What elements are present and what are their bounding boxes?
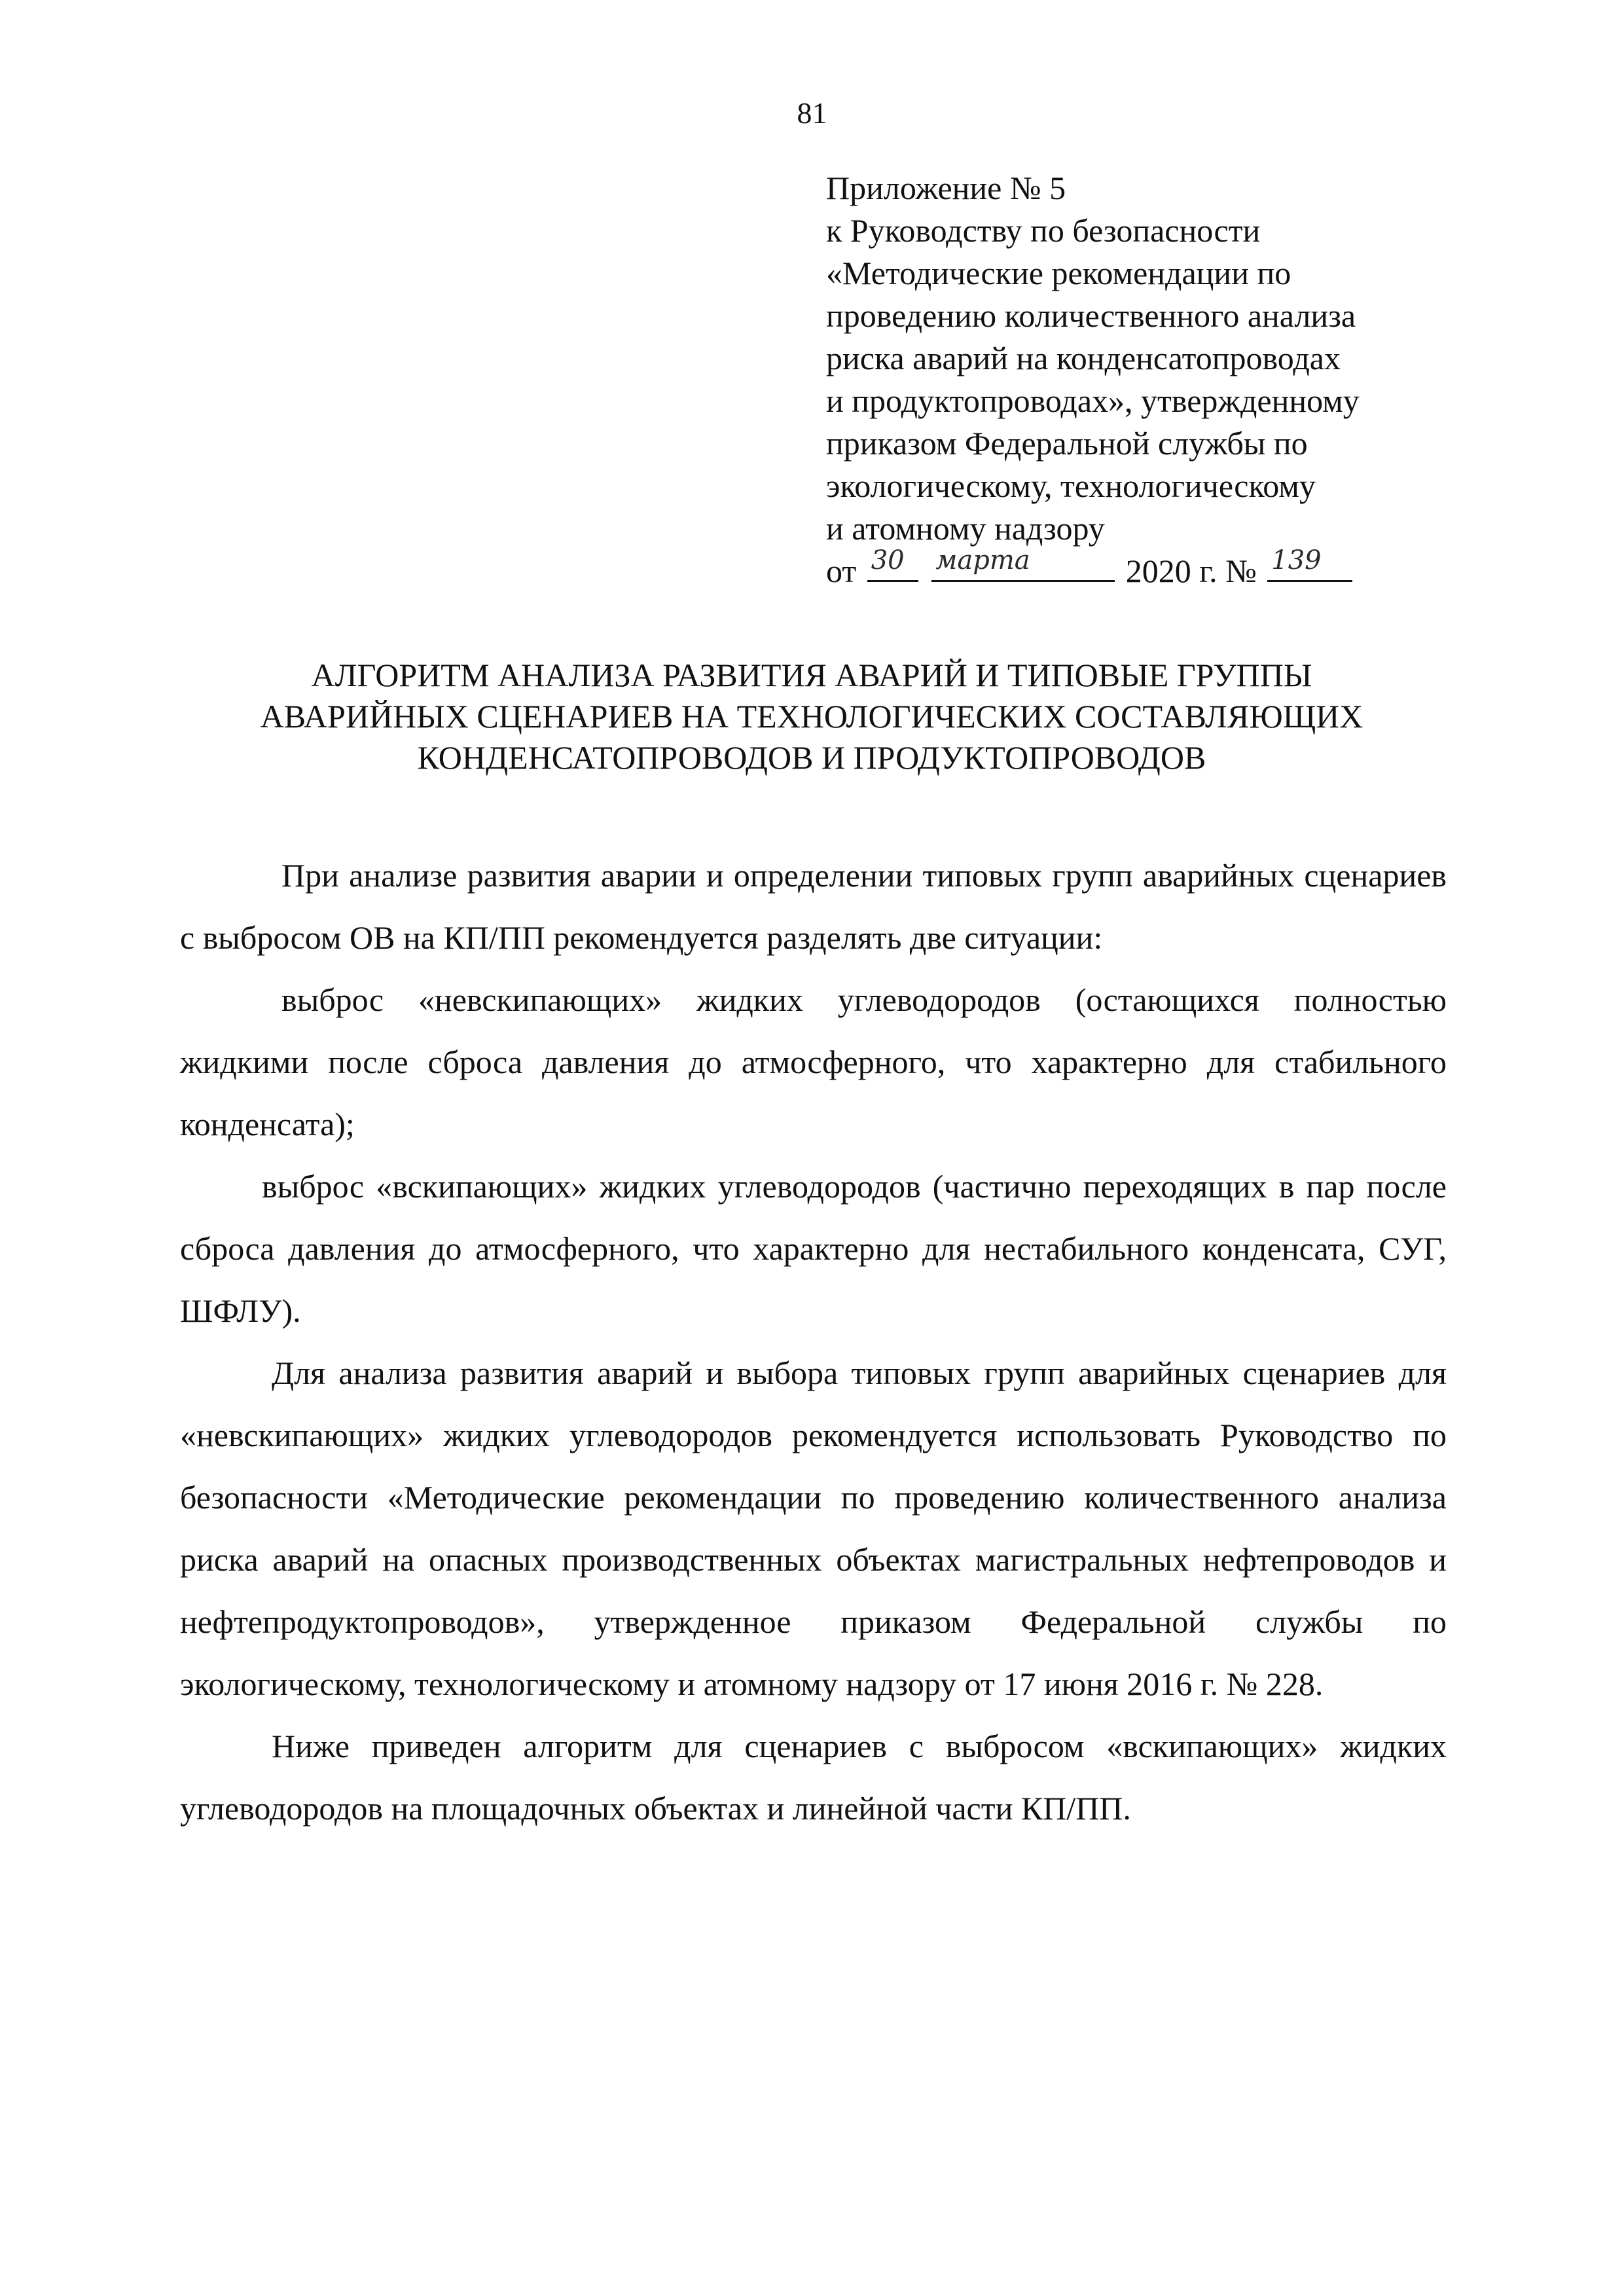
appendix-line: и продуктопроводах», утвержденному (826, 382, 1360, 419)
appendix-line: Приложение № 5 (826, 170, 1066, 206)
appendix-line: проведению количественного анализа (826, 297, 1356, 334)
paragraph-list-nonboiling: выброс «невскипающих» жидких углеводородов (остающихся полностью жидкими после сброса давления до атмосферного, что характерно для стабильного конденсата); (180, 981, 1447, 1142)
appendix-header (826, 167, 1579, 592)
date-prefix: от (826, 553, 857, 589)
handwritten-month: марта (935, 545, 1030, 575)
appendix-line: экологическому, технологическому (826, 467, 1316, 504)
title-line: АЛГОРИТМ АНАЛИЗА РАЗВИТИЯ АВАРИЙ И ТИПОВЫЕ ГРУППЫ (311, 657, 1312, 693)
handwritten-order-number: 139 (1271, 545, 1322, 575)
appendix-line: «Методические рекомендации по (826, 255, 1291, 291)
order-number-field (1267, 545, 1352, 582)
title-line: КОНДЕНСАТОПРОВОДОВ И ПРОДУКТОПРОВОДОВ (417, 739, 1206, 776)
body-text (180, 845, 1447, 1840)
appendix-line: риска аварий на конденсатопроводах (826, 340, 1341, 376)
date-year: 2020 г. № (1125, 553, 1257, 589)
approval-date-line (826, 545, 1579, 592)
date-day-field (867, 545, 918, 582)
document-title (170, 655, 1453, 778)
paragraph-list-boiling: выброс «вскипающих» жидких углеводородов (частично переходящих в пар после сброса давления до атмосферного, что характерно для нестабильного конденсата, СУГ, ШФЛУ). (180, 1168, 1447, 1329)
paragraph-guidance: Для анализа развития аварий и выбора типовых групп аварийных сценариев для «невскипающих» жидких углеводородов рекомендуется использовать Руководство по безопасности «Методические рекомендации по проведению количественного анализа риска аварий на опасных производственных объектах магистральных нефтепроводов и нефтепродуктопроводов», утвержденное приказом Федеральной службы по экологическому, технологическому и атомному надзору от 17 июня 2016 г. № 228. (180, 1355, 1447, 1702)
paragraph-algorithm-note: Ниже приведен алгоритм для сценариев с выбросом «вскипающих» жидких углеводородов на площадочных объектах и линейной части КП/ПП. (180, 1728, 1447, 1827)
handwritten-day: 30 (871, 545, 905, 575)
title-line: АВАРИЙНЫХ СЦЕНАРИЕВ НА ТЕХНОЛОГИЧЕСКИХ СОСТАВЛЯЮЩИХ (260, 698, 1363, 735)
appendix-line: приказом Федеральной службы по (826, 425, 1308, 462)
appendix-line: и атомному надзору (826, 510, 1105, 547)
paragraph-intro: При анализе развития аварии и определении типовых групп аварийных сценариев с выбросом ОВ на КП/ПП рекомендуется разделять две ситуации: (180, 857, 1447, 956)
page-number: 81 (797, 96, 827, 130)
date-month-field (931, 545, 1115, 582)
appendix-line: к Руководству по безопасности (826, 212, 1261, 249)
